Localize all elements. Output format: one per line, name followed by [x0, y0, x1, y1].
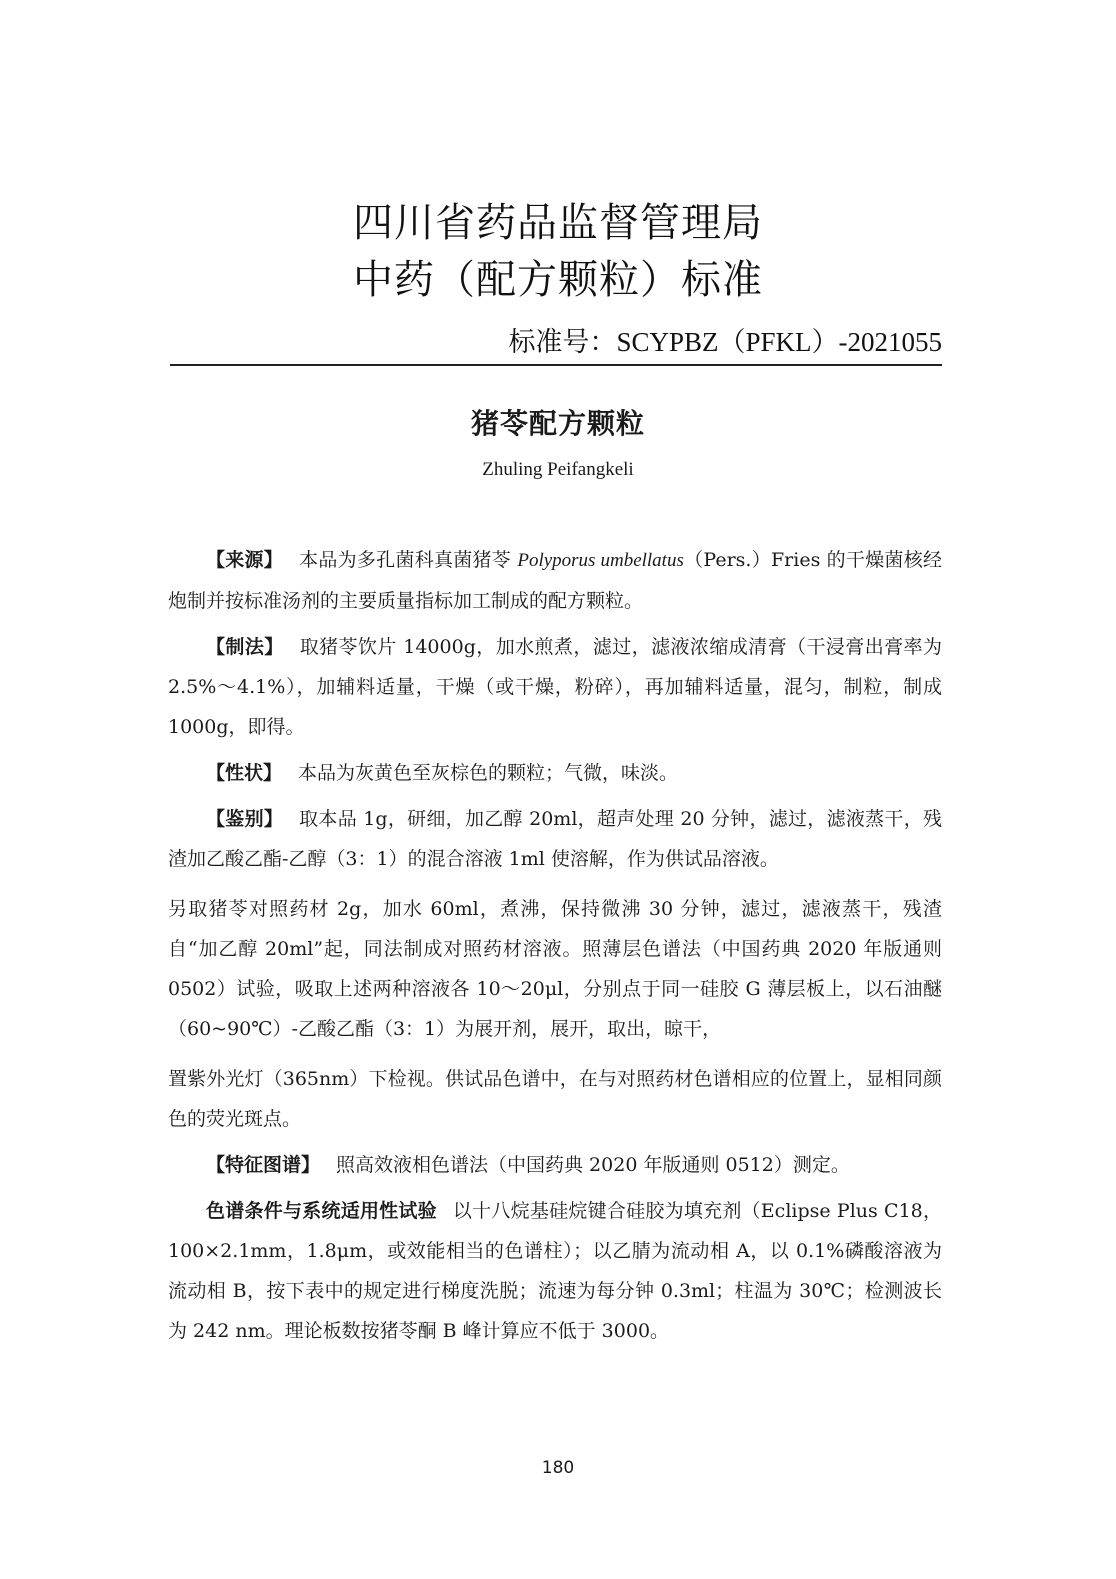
section-tag-method: 【制法】: [206, 636, 284, 658]
chrom-conditions-text: 以十八烷基硅烷键合硅胶为填充剂（Eclipse Plus C18，100×2.1mm，1.8μm，或效能相当的色谱柱）；以乙腈为流动相 A，以 0.1%磷酸溶液为流动相 B，按下表中的规定进行梯度洗脱；流速为每分钟 0.3ml；柱温为 30℃；检测波长为 242 nm。理论板数按猪苓酮 B 峰计算应不低于 3000。: [168, 1200, 942, 1342]
source-text-before: 本品为多孔菌科真菌猪苓: [299, 549, 518, 571]
header-title-line2: 中药（配方颗粒）标准: [353, 257, 763, 303]
section-tag-identification: 【鉴别】: [206, 808, 284, 830]
section-method: [168, 627, 942, 747]
standard-number-label: 标准号：: [508, 327, 617, 358]
source-latin-name: Polyporus umbellatus: [517, 550, 684, 571]
identification-text-3: 置紫外光灯（365nm）下检视。供试品色谱中，在与对照药材色谱相应的位置上，显相同颜色的荧光斑点。: [168, 1068, 942, 1130]
section-tag-character: 【性状】: [206, 762, 283, 784]
page-number: 180: [541, 1458, 575, 1478]
standard-number-value: SCYPBZ（PFKL）-2021055: [616, 327, 942, 357]
section-fingerprint: [168, 1145, 942, 1185]
section-tag-chrom-conditions: 色谱条件与系统适用性试验: [206, 1200, 437, 1222]
section-source: [168, 540, 942, 621]
identification-paragraph-2: [168, 889, 942, 1049]
section-chrom-conditions: [168, 1191, 942, 1351]
fingerprint-text: 照高效液相色谱法（中国药典 2020 年版通则 0512）测定。: [336, 1154, 850, 1176]
method-text: 取猪苓饮片 14000g，加水煎煮，滤过，滤液浓缩成清膏（干浸膏出膏率为 2.5%～4.1%），加辅料适量，干燥（或干燥，粉碎），再加辅料适量，混匀，制粒，制成 1000g，即得。: [168, 636, 942, 738]
identification-text-2: 另取猪苓对照药材 2g，加水 60ml，煮沸，保持微沸 30 分钟，滤过，滤液蒸干，残渣自“加乙醇 20ml”起，同法制成对照药材溶液。照薄层色谱法（中国药典 2020 年版通则 0502）试验，吸取上述两种溶液各 10～20μl，分别点于同一硅胶 G 薄层板上，以石油醚（60~90℃）-乙酸乙酯（3：1）为展开剂，展开，取出，晾干，: [168, 898, 942, 1040]
document-body: [168, 540, 942, 1351]
product-pinyin: Zhuling Peifangkeli: [482, 459, 634, 480]
section-character: [168, 753, 942, 793]
section-identification: [168, 799, 942, 879]
header-title-line1: 四川省药品监督管理局: [353, 200, 763, 246]
standard-number: [508, 329, 942, 356]
section-tag-fingerprint: 【特征图谱】: [206, 1154, 321, 1176]
header-divider: [170, 364, 942, 366]
section-tag-source: 【来源】: [206, 549, 284, 571]
identification-text-1: 取本品 1g，研细，加乙醇 20ml，超声处理 20 分钟，滤过，滤液蒸干，残渣加乙酸乙酯-乙醇（3：1）的混合溶液 1ml 使溶解，作为供试品溶液。: [168, 808, 942, 870]
character-text: 本品为灰黄色至灰棕色的颗粒；气微，味淡。: [298, 762, 679, 784]
product-name: 猪苓配方颗粒: [470, 407, 645, 440]
identification-paragraph-3: [168, 1059, 942, 1139]
source-text-after: （Pers.）Fries 的干燥菌核经炮制并按标准汤剂的主要质量指标加工制成的配方颗粒。: [168, 549, 942, 612]
